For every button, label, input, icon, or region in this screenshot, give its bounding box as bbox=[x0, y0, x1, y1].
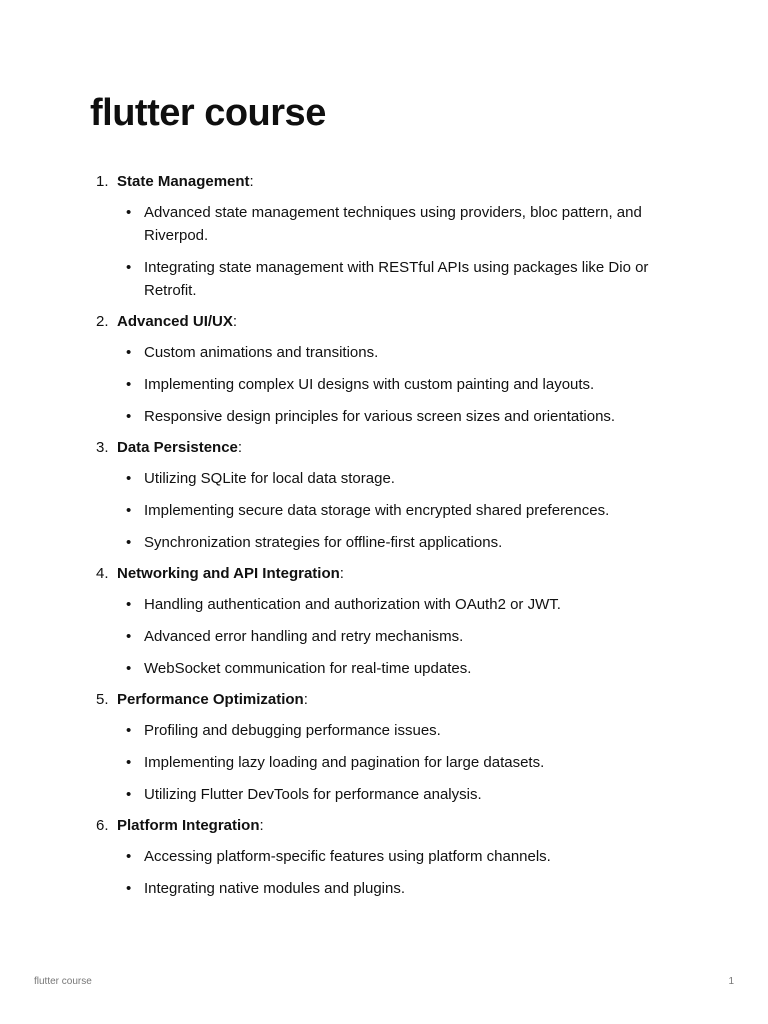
section-item bbox=[90, 310, 680, 428]
bullet-text: Integrating native modules and plugins. bbox=[144, 880, 406, 897]
bullet-text: Advanced state management techniques using providers, bloc pattern, and Riverpod. bbox=[144, 204, 642, 244]
bullet-dot-icon: • bbox=[126, 754, 132, 771]
bullet-dot-icon: • bbox=[126, 660, 132, 677]
bullet-item bbox=[117, 373, 680, 396]
section-heading bbox=[117, 310, 680, 333]
bullet-list bbox=[117, 719, 680, 806]
section-heading-label: Performance Optimization bbox=[117, 691, 304, 708]
page-title: flutter course bbox=[90, 92, 326, 134]
bullet-item bbox=[117, 201, 680, 247]
bullet-dot-icon: • bbox=[126, 502, 132, 519]
bullet-item bbox=[117, 467, 680, 490]
bullet-list bbox=[117, 201, 680, 302]
section-number: 2. bbox=[96, 313, 109, 330]
section-heading-label: Data Persistence bbox=[117, 439, 238, 456]
bullet-item bbox=[117, 531, 680, 554]
section-list bbox=[90, 170, 680, 908]
page-number: 1 bbox=[728, 976, 734, 987]
bullet-text: Accessing platform-specific features using platform channels. bbox=[144, 848, 551, 865]
bullet-list bbox=[117, 341, 680, 428]
bullet-item bbox=[117, 877, 680, 900]
bullet-text: Implementing secure data storage with encrypted shared preferences. bbox=[144, 502, 610, 519]
section-item bbox=[90, 170, 680, 302]
section-heading bbox=[117, 170, 680, 193]
bullet-item bbox=[117, 341, 680, 364]
section-heading-label: Networking and API Integration bbox=[117, 565, 340, 582]
bullet-text: Profiling and debugging performance issues. bbox=[144, 722, 441, 739]
bullet-item bbox=[117, 657, 680, 680]
bullet-item bbox=[117, 625, 680, 648]
section-heading-colon: : bbox=[339, 565, 344, 582]
bullet-text: Implementing complex UI designs with custom painting and layouts. bbox=[144, 376, 595, 393]
bullet-list bbox=[117, 593, 680, 680]
section-number: 5. bbox=[96, 691, 109, 708]
bullet-item bbox=[117, 783, 680, 806]
bullet-dot-icon: • bbox=[126, 880, 132, 897]
bullet-item bbox=[117, 751, 680, 774]
bullet-list bbox=[117, 467, 680, 554]
bullet-text: Synchronization strategies for offline-first applications. bbox=[144, 534, 503, 551]
section-number: 4. bbox=[96, 565, 109, 582]
section-heading-colon: : bbox=[303, 691, 308, 708]
footer-title: flutter course bbox=[34, 976, 92, 987]
bullet-item bbox=[117, 256, 680, 302]
bullet-dot-icon: • bbox=[126, 596, 132, 613]
bullet-dot-icon: • bbox=[126, 628, 132, 645]
bullet-text: Advanced error handling and retry mechanisms. bbox=[144, 628, 464, 645]
bullet-text: Custom animations and transitions. bbox=[144, 344, 379, 361]
section-item bbox=[90, 562, 680, 680]
bullet-text: Responsive design principles for various screen sizes and orientations. bbox=[144, 408, 616, 425]
bullet-dot-icon: • bbox=[126, 534, 132, 551]
section-heading bbox=[117, 814, 680, 837]
bullet-dot-icon: • bbox=[126, 376, 132, 393]
bullet-dot-icon: • bbox=[126, 722, 132, 739]
bullet-dot-icon: • bbox=[126, 204, 132, 221]
bullet-text: Utilizing SQLite for local data storage. bbox=[144, 470, 395, 487]
bullet-text: Handling authentication and authorization with OAuth2 or JWT. bbox=[144, 596, 561, 613]
bullet-dot-icon: • bbox=[126, 259, 132, 276]
section-item bbox=[90, 814, 680, 900]
section-heading-colon: : bbox=[232, 313, 238, 330]
section-number: 3. bbox=[96, 439, 109, 456]
section-number: 1. bbox=[96, 173, 109, 190]
section-heading-label: Advanced UI/UX bbox=[117, 313, 233, 330]
bullet-item bbox=[117, 845, 680, 868]
section-heading bbox=[117, 562, 680, 585]
section-heading-label: Platform Integration bbox=[117, 817, 260, 834]
bullet-dot-icon: • bbox=[126, 470, 132, 487]
section-heading-colon: : bbox=[249, 173, 254, 190]
bullet-text: Integrating state management with RESTful APIs using packages like Dio or Retrofit. bbox=[144, 259, 649, 299]
bullet-dot-icon: • bbox=[126, 408, 132, 425]
bullet-text: Implementing lazy loading and pagination for large datasets. bbox=[144, 754, 545, 771]
bullet-list bbox=[117, 845, 680, 900]
bullet-item bbox=[117, 405, 680, 428]
bullet-dot-icon: • bbox=[126, 786, 132, 803]
section-heading-colon: : bbox=[259, 817, 264, 834]
section-item bbox=[90, 436, 680, 554]
section-heading bbox=[117, 688, 680, 711]
section-heading bbox=[117, 436, 680, 459]
bullet-text: WebSocket communication for real-time updates. bbox=[144, 660, 472, 677]
bullet-dot-icon: • bbox=[126, 344, 132, 361]
section-heading-colon: : bbox=[237, 439, 243, 456]
bullet-dot-icon: • bbox=[126, 848, 132, 865]
bullet-item bbox=[117, 719, 680, 742]
bullet-item bbox=[117, 499, 680, 522]
section-number: 6. bbox=[96, 817, 109, 834]
bullet-item bbox=[117, 593, 680, 616]
section-heading-label: State Management bbox=[117, 173, 250, 190]
section-item bbox=[90, 688, 680, 806]
bullet-text: Utilizing Flutter DevTools for performance analysis. bbox=[144, 786, 482, 803]
